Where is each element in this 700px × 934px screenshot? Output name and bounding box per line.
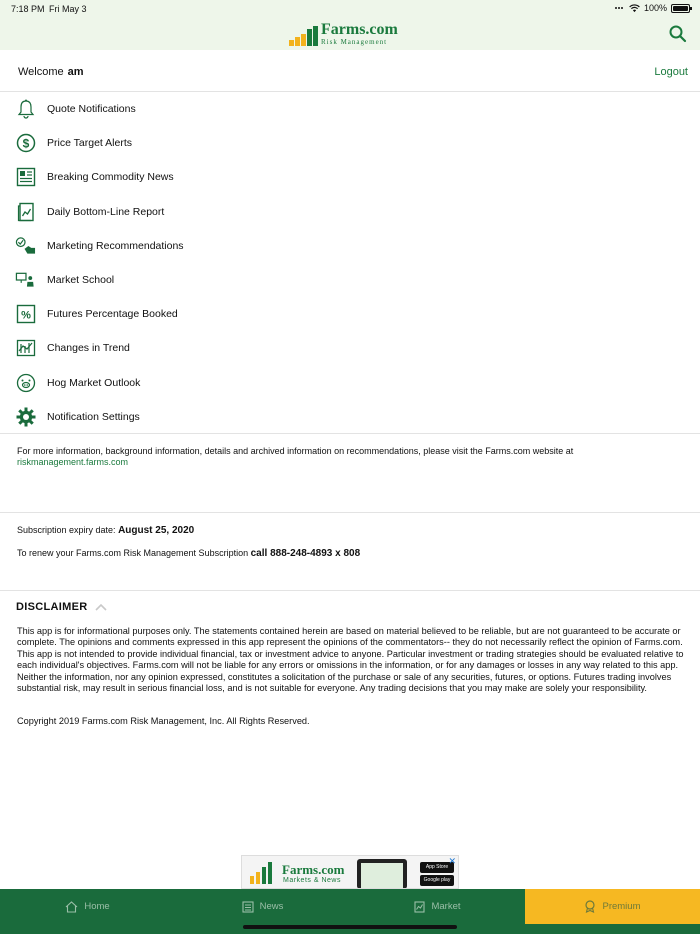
menu-label: Changes in Trend [47,342,130,355]
app-header [0,18,700,50]
trend-icon [15,338,36,359]
disclaimer-title: DISCLAIMER [16,601,88,613]
copyright-text: Copyright 2019 Farms.com Risk Management, Inc. All Rights Reserved. [17,716,310,726]
renew-phone-link[interactable]: call 888-248-4893 x 808 [250,548,361,559]
menu-item-breaking-commodity-news[interactable] [0,160,700,194]
battery-icon [671,4,690,13]
tab-home[interactable] [0,889,175,924]
tab-label: Home [84,901,110,912]
google-play-badge[interactable]: Google play [420,875,454,886]
menu-item-market-school[interactable] [0,263,700,297]
premium-menu [0,92,700,434]
disclaimer-body: This app is for informational purposes only. The statements contained herein are based on material believed to be reliable, but are not guaranteed to be accurate or complete. The opinions and comments expressed in this app represent the opinions of the commentators-- they do not necessarily reflect the opinion of Farms.com. This app is not intended to provide individual financial, tax or investment advice to anyone. Particular investment or trading strategies should be evaluated relative to each individual's objectives. Farms.com will not be liable for any errors or omissions in the information, or for any damages or losses in any way related to this app. Neither the information, nor any opinion expressed, constitutes a solicitation of the purchase or sale of any securities, futures, or options. Futures trading involves substantial risk, may result in serious financial loss, and is not suitable for everyone. Any trading decisions that you may make are solely your responsibility. [17,626,684,694]
ad-subtitle: Markets & News [283,877,341,884]
signal-dots-icon [615,6,625,10]
menu-item-quote-notifications[interactable] [0,92,700,126]
menu-label: Price Target Alerts [47,137,133,150]
info-section [0,433,700,513]
menu-item-futures-percentage-booked[interactable] [0,297,700,331]
tab-label: News [259,901,284,912]
menu-label: Marketing Recommendations [47,239,184,252]
home-icon [65,901,78,913]
premium-icon [584,900,596,913]
hog-icon [15,372,36,393]
menu-item-hog-market-outlook[interactable] [0,366,700,400]
ad-banner[interactable] [241,855,459,889]
status-time: 7:18 PM [11,4,45,14]
farms-logo [289,22,413,46]
menu-item-marketing-recommendations[interactable] [0,229,700,263]
subscription-section [0,513,700,591]
subscription-renew [17,548,360,559]
menu-label: Daily Bottom-Line Report [47,205,165,218]
school-icon [15,270,36,291]
battery-fill [673,6,688,11]
menu-label: Futures Percentage Booked [47,308,178,321]
ad-close-icon[interactable]: ✕ [448,856,456,866]
news-icon [242,901,254,913]
ad-logo-bars-icon [250,862,272,884]
battery-percent: 100% [643,3,667,13]
menu-label: Notification Settings [47,410,140,423]
svg-text:$: $ [22,136,29,151]
app-store-badge[interactable]: App Store [420,862,454,873]
recommendation-icon [15,235,36,256]
chevron-up-icon[interactable] [95,603,107,611]
welcome-label: Welcome [18,66,64,78]
search-icon[interactable] [668,24,688,44]
status-bar [0,0,700,18]
info-text [17,446,677,468]
ad-name: Farms.com [282,862,345,877]
gear-icon [15,406,36,427]
home-indicator [243,925,457,929]
ad-phone-image [357,859,407,889]
tab-premium[interactable] [525,889,700,924]
subscription-expiry [17,525,194,536]
report-chart-icon [15,201,36,222]
logout-link[interactable]: Logout [654,66,688,78]
disclaimer-header[interactable] [16,601,107,613]
menu-label: Quote Notifications [47,103,136,116]
expiry-date: August 25, 2020 [118,525,195,536]
menu-item-daily-bottom-line-report[interactable] [0,195,700,229]
welcome-user: am [67,66,84,78]
status-date: Fri May 3 [49,4,87,14]
renew-text: To renew your Farms.com Risk Management Subscription [17,548,249,558]
menu-label: Hog Market Outlook [47,376,141,389]
tab-label: Premium [602,901,641,912]
expiry-label: Subscription expiry date: [17,525,116,535]
website-link[interactable]: riskmanagement.farms.com [17,457,129,467]
tab-news[interactable] [175,889,350,924]
menu-label: Breaking Commodity News [47,171,174,184]
menu-item-changes-in-trend[interactable] [0,331,700,365]
logo-subtitle: Risk Management [321,38,388,46]
wifi-icon [629,4,640,13]
dollar-circle-icon [15,133,36,154]
menu-item-notification-settings[interactable] [0,400,700,434]
welcome-row [0,50,700,92]
menu-label: Market School [47,274,115,287]
market-icon [414,901,425,913]
tab-label: Market [431,901,461,912]
menu-item-price-target-alerts[interactable] [0,126,700,160]
welcome-text [18,66,84,78]
logo-bars-icon [289,26,318,46]
newspaper-icon [15,167,36,188]
svg-text:%: % [20,309,31,322]
logo-name: Farms.com [321,21,398,38]
info-paragraph: For more information, background information, details and archived information on recommendations, please visit the Farms.com website at [17,446,574,456]
tab-market[interactable] [350,889,525,924]
status-right [615,3,690,13]
percent-icon [15,304,36,325]
bell-icon [15,99,36,120]
